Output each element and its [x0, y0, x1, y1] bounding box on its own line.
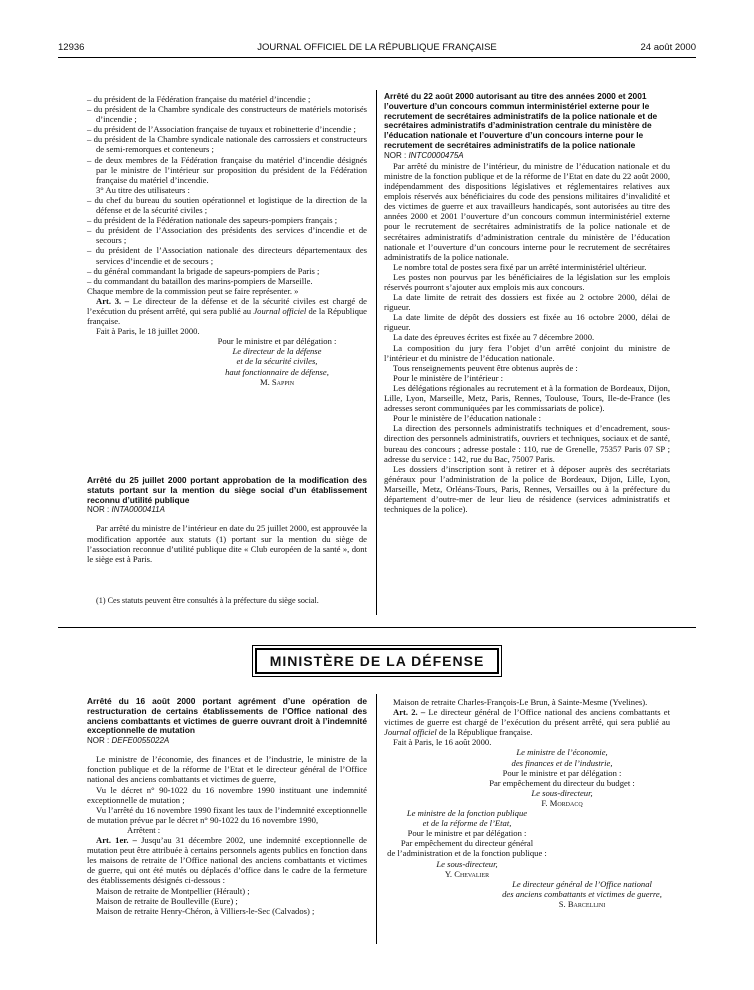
- nor-label: NOR :: [384, 150, 409, 160]
- article-label: Art. 2. –: [393, 707, 426, 718]
- article-text-end: de la République française.: [87, 305, 367, 327]
- decree-title: Arrêté du 16 août 2000 portant agrément d’une opération de restructuration de certains établissements de l’Office national des anciens combattants et victimes de guerre ouvrant droit à l’indemnité exceptionnelle de mutation: [87, 696, 367, 736]
- list-item: – du président de l’Association française de tuyaux et robinetterie d’incendie ;: [87, 124, 356, 135]
- sig-line: Pour le ministre et par délégation :: [502, 767, 622, 778]
- body-paragraph: Les dossiers d’inscription sont à retirer et à déposer auprès des secrétariats généraux pour l’administration de la police de Bordeaux, Dijon, Lille, Lyon, Marseille, Metz, Orléans-Tours, Paris, Rennes, Versailles ou à la préfecture du département d’outre-mer de leur lieu de résidence (services administratifs et techniques de la police).: [384, 463, 670, 515]
- body-paragraph: Vu le décret n° 90-1022 du 16 novembre 1990 instituant une indemnité exceptionnelle de mutation ;: [87, 784, 367, 805]
- arretent: Arrêtent :: [127, 824, 161, 835]
- left-top-section: [87, 94, 367, 387]
- sig-line: Pour le ministre et par délégation :: [217, 336, 337, 347]
- nor-reference: [384, 151, 670, 161]
- nor-label: NOR :: [87, 736, 112, 746]
- nor-reference: [87, 505, 367, 515]
- signatory-name: S. Barcellini: [558, 898, 606, 909]
- signature-block: [454, 747, 670, 808]
- signature-block: [384, 808, 550, 879]
- article-text: Jusqu’au 31 décembre 2002, une indemnité exceptionnelle de mutation peut être attribuée à certains personnels agents publics en fonction dans les maisons de retraite de l’Office national des anciens combattants et victimes de guerre, qui ont été mutés ou déplacés d’office dans le cadre de la fermeture des établissements désignés ci-dessous :: [87, 835, 367, 886]
- column-divider: [376, 90, 377, 615]
- body-paragraph: La composition du jury fera l’objet d’un arrêté conjoint du ministre de l’intérieur et du ministre de l’éducation nationale.: [384, 342, 670, 363]
- list-item: – du président de l’Association des présidents des services d’incendie et de secours ;: [87, 225, 367, 246]
- article-text: Le directeur de la défense et de la sécurité civiles est chargé de l’exécution du présent arrêté, qui sera publié au: [87, 295, 367, 316]
- article-text: Le directeur général de l’Office national des anciens combattants et victimes de guerre est chargé de l’exécution du présent arrêté, qui sera publié au: [384, 707, 670, 728]
- header-rule: [58, 57, 696, 58]
- list-item: – du président de la Fédération nationale des sapeurs-pompiers français ;: [87, 215, 338, 226]
- decree-title: Arrêté du 22 août 2000 autorisant au titre des années 2000 et 2001 l’ouverture d’un concours commun interministériel externe pour le recrutement de secrétaires administratifs de la police nationale et de secrétaires administratifs d’administration centrale du ministère de l’éducation nationale et l’ouverture d’un concours interne pour le recrutement de secrétaires administratifs de la police nationale: [384, 91, 658, 150]
- list-item: – du chef du bureau du soutien opérationnel et logistique de la direction de la défense et de la sécurité civiles ;: [87, 194, 367, 216]
- list-item: – du commandant du bataillon des marins-pompiers de Marseille.: [87, 275, 313, 286]
- body-paragraph: Le nombre total de postes sera fixé par un arrêté interministériel ultérieur.: [393, 261, 647, 272]
- list-item: Maison de retraite Henry-Chéron, à Villiers-le-Sec (Calvados) ;: [96, 905, 315, 916]
- article-3: [87, 296, 367, 326]
- fait-line: Fait à Paris, le 16 août 2000.: [393, 737, 492, 748]
- closing-text: Chaque membre de la commission peut se faire représenter. »: [87, 285, 299, 296]
- sig-line: de l’administration et de la fonction publique :: [387, 848, 547, 859]
- sig-line: haut fonctionnaire de défense,: [225, 366, 329, 377]
- sig-line: Le sous-directeur,: [436, 858, 498, 869]
- list-item: – du général commandant la brigade de sapeurs-pompiers de Paris ;: [87, 265, 320, 276]
- body-paragraph: Par arrêté du ministre de l’intérieur en date du 25 juillet 2000, est approuvée la modification apportée aux statuts (1) portant sur la mention du siège de l’association reconnue d’utilité publique dite « Club européen de la santé », dont le siège est à Paris.: [87, 523, 367, 564]
- journal-ref: Journal officiel: [253, 305, 307, 316]
- sig-line: Le directeur de la défense: [232, 346, 322, 357]
- body-paragraph: Tous renseignements peuvent être obtenus auprès de :: [393, 362, 578, 373]
- signatory-name: F. Mordacq: [541, 797, 583, 808]
- body-paragraph: Pour le ministère de l’éducation nationale :: [393, 413, 541, 424]
- article-label: Art. 1er. –: [96, 835, 137, 846]
- fait-line: Fait à Paris, le 18 juillet 2000.: [96, 326, 200, 337]
- list-item: Maison de retraite de Boulleville (Eure) ;: [96, 895, 238, 906]
- signatory-name: Y. Chevalier: [444, 868, 490, 879]
- body-paragraph: Les délégations régionales au recrutement et à la formation de Bordeaux, Dijon, Lille, Lyon, Marseille, Metz, Paris, Rennes, Toulouse, Tours, Ile-de-France (les adresses seront communiquées par les commissariats de police).: [384, 382, 670, 414]
- body-paragraph: La date des épreuves écrites est fixée au 7 décembre 2000.: [393, 332, 595, 343]
- signature-block: [187, 336, 367, 386]
- nor-code: DEFE0055022A: [111, 736, 170, 746]
- journal-title: JOURNAL OFFICIEL DE LA RÉPUBLIQUE FRANÇAISE: [257, 42, 497, 53]
- list-item: Maison de retraite Charles-François-Le Brun, à Sainte-Mesme (Yvelines).: [393, 697, 648, 707]
- decree-title: Arrêté du 25 juillet 2000 portant approbation de la modification des statuts portant sur la mention du siège social d’un établissement reconnu d’utilité publique: [87, 475, 367, 505]
- sig-line: des finances et de l’industrie,: [511, 757, 613, 768]
- sig-line: des anciens combattants et victimes de guerre,: [502, 888, 662, 899]
- body-paragraph: Les postes non pourvus par les bénéficiaires de la législation sur les emplois réservés pourront s’ajouter aux emplois mis aux concours.: [384, 271, 670, 292]
- page-number: 12936: [58, 42, 85, 53]
- nor-reference: [87, 736, 367, 746]
- column-divider: [376, 694, 377, 944]
- footnote-text: (1) Ces statuts peuvent être consultés à la préfecture du siège social.: [96, 596, 319, 605]
- signature-block: [494, 879, 670, 909]
- journal-ref: Journal officiel: [384, 727, 437, 738]
- issue-date: 24 août 2000: [640, 42, 696, 53]
- article-label: Art. 3. –: [96, 295, 130, 306]
- left-mid-section: [87, 476, 367, 564]
- sig-line: et de la sécurité civiles,: [236, 356, 318, 367]
- nor-label: NOR :: [87, 505, 112, 515]
- section-heading: 3° Au titre des utilisateurs :: [96, 184, 190, 195]
- sig-line: et de la réforme de l’Etat,: [422, 818, 512, 829]
- list-item: – du président de la Fédération française du matériel d’incendie ;: [87, 94, 311, 104]
- sig-line: Le ministre de la fonction publique: [406, 808, 528, 819]
- body-paragraph: La date limite de retrait des dossiers est fixée au 2 octobre 2000, délai de rigueur.: [384, 292, 670, 313]
- signatory-name: M. Sappin: [259, 376, 295, 387]
- ministry-heading: MINISTÈRE DE LA DÉFENSE: [255, 648, 499, 674]
- list-item: – du président de la Chambre syndicale nationale des carrossiers et constructeurs de semi-remorques et conteneurs ;: [87, 134, 367, 155]
- body-paragraph: Pour le ministère de l’intérieur :: [393, 372, 504, 383]
- sig-line: Le ministre de l’économie,: [516, 747, 608, 758]
- list-item: – de deux membres de la Fédération française du matériel d’incendie désignés par le ministre de l’intérieur sur proposition du président de la Fédération française du matériel d’incendie.: [87, 154, 367, 185]
- right-top-section: [384, 92, 670, 514]
- sig-line: Le sous-directeur,: [531, 787, 593, 798]
- list-item: – du président de la Chambre syndicale des constructeurs de matériels motorisés d’incendie ;: [87, 104, 367, 125]
- sig-line: Par empêchement du directeur général: [400, 838, 534, 849]
- bottom-left-section: [87, 697, 367, 916]
- sig-line: Le directeur général de l’Office national: [512, 878, 652, 889]
- list-item: Maison de retraite de Montpellier (Hérault) ;: [96, 885, 250, 896]
- footnote: [87, 596, 367, 606]
- body-paragraph: La direction des personnels administratifs techniques et d’encadrement, sous-direction des personnels administratifs, ouvriers et techniques, sociaux et de santé, bureau des concours ; adresse postale : 110, rue de Grenelle, 75357 Paris 07 SP ; adresse du service : 142, rue du Bac, 75007 Paris.: [384, 423, 670, 464]
- bottom-right-section: [384, 697, 670, 909]
- nor-code: INTC0000475A: [408, 150, 464, 160]
- nor-code: INTA0000411A: [111, 505, 165, 515]
- body-paragraph: La date limite de dépôt des dossiers est fixée au 16 octobre 2000, délai de rigueur.: [384, 312, 670, 333]
- body-paragraph: Le ministre de l’économie, des finances et de l’industrie, le ministre de la fonction publique et de la réforme de l’Etat et le directeur général de l’Office national des anciens combattants et victimes de guerre,: [87, 754, 367, 785]
- article-text-end: de la République française.: [436, 727, 533, 738]
- article-2: [384, 707, 670, 737]
- page-header: [58, 42, 696, 56]
- body-paragraph: Par arrêté du ministre de l’intérieur, du ministre de l’éducation nationale et du ministre de la fonction publique et de la réforme de l’Etat en date du 22 août 2000, indépendamment des dispositions législatives et réglementaires relatives aux emplois réservés aux bénéficiaires du code des pensions militaires d’invalidité et des victimes de guerre et aux travailleurs handicapés, sont autorisées au titre des années 2000 et 2001 l’ouverture d’un concours commun interministériel externe pour le recrutement de secrétaires administratifs de la police nationale et de secrétaires administratifs d’administration centrale du ministère de l’éducation nationale et l’ouverture d’un concours interne pour le recrutement de secrétaires administratifs de la police nationale.: [384, 160, 670, 262]
- list-item: – du président de l’Association nationale des directeurs départementaux des services d’incendie et de secours ;: [87, 245, 367, 266]
- section-rule: [58, 627, 696, 628]
- article-1: [87, 835, 367, 885]
- body-paragraph: Vu l’arrêté du 16 novembre 1990 fixant les taux de l’indemnité exceptionnelle de mutation prévue par le décret n° 90-1022 du 16 novembre 1990,: [87, 804, 367, 825]
- sig-line: Par empêchement du directeur du budget :: [489, 777, 635, 788]
- sig-line: Pour le ministre et par délégation :: [407, 828, 527, 839]
